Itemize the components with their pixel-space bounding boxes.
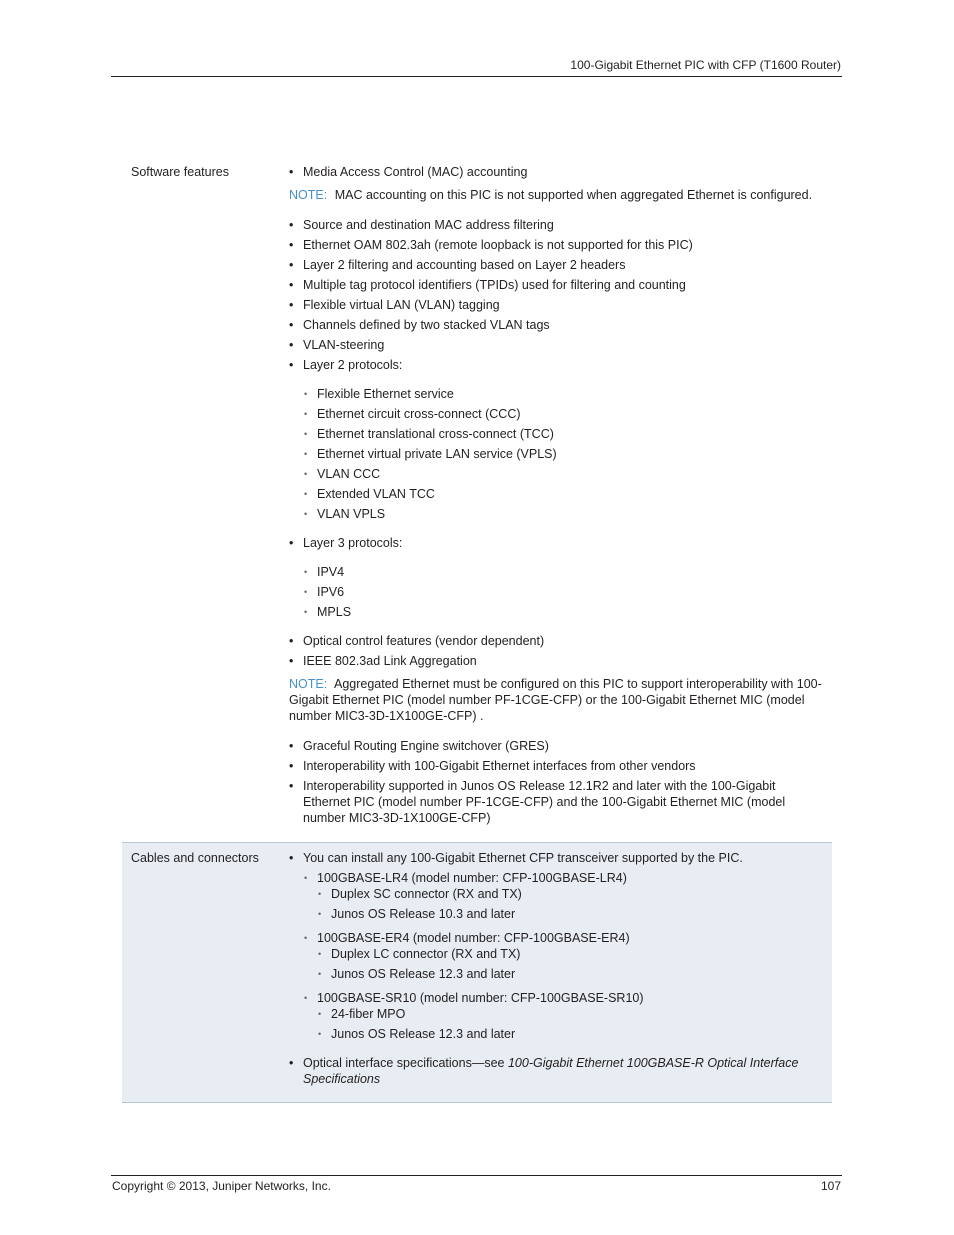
page-number: 107	[820, 1179, 841, 1193]
specs-table	[122, 160, 832, 1103]
optical-spec-link[interactable]: 100-Gigabit Ethernet 100GBASE-R Optical Interface Specifications	[303, 1056, 799, 1086]
sub-list-item: • Ethernet virtual private LAN service (VPLS)	[303, 446, 824, 462]
list-item: • Interoperability supported in Junos OS Release 12.1R2 and later with the 100-Gigabit Ethernet PIC (model number PF-1CGE-CFP) and the 100-Gigabit Ethernet MIC (model number MIC3-3D-1X100GE-CFP)	[289, 778, 824, 826]
software-list-c	[289, 738, 824, 826]
note-label: NOTE:	[289, 677, 328, 691]
software-features-row	[122, 160, 832, 843]
sub-list-item: • Ethernet circuit cross-connect (CCC)	[303, 406, 824, 422]
note-text: MAC accounting on this PIC is not supported when aggregated Ethernet is configured.	[334, 188, 813, 202]
detail-item: • Duplex LC connector (RX and TX)	[317, 946, 824, 962]
list-item-layer3	[289, 535, 824, 620]
transceiver-name: 100GBASE-ER4 (model number: CFP-100GBASE-ER4)	[317, 931, 630, 945]
list-item: • Channels defined by two stacked VLAN tags	[289, 317, 824, 333]
cables-connectors-row	[122, 843, 832, 1103]
software-list-a	[289, 217, 824, 669]
note-label: NOTE:	[289, 188, 328, 202]
sub-list-item: • Extended VLAN TCC	[303, 486, 824, 502]
layer2-heading: Layer 2 protocols:	[303, 358, 403, 372]
list-item: • Media Access Control (MAC) accounting	[289, 164, 824, 180]
transceiver-list	[303, 870, 824, 1042]
sub-list-item: • VLAN VPLS	[303, 506, 824, 522]
list-item: • Optical control features (vendor dependent)	[289, 633, 824, 649]
detail-item: • 24-fiber MPO	[317, 1006, 824, 1022]
sub-list-item: • MPLS	[303, 604, 824, 620]
cables-connectors-label: Cables and connectors	[131, 851, 259, 865]
cables-connectors-content	[280, 843, 832, 1103]
sub-list-item: • IPV6	[303, 584, 824, 600]
list-item-layer2	[289, 357, 824, 522]
note-aggregated-ethernet	[289, 676, 824, 724]
list-item: • Source and destination MAC address filtering	[289, 217, 824, 233]
software-list-first	[289, 164, 824, 180]
transceiver-details	[317, 886, 824, 922]
list-item: • Interoperability with 100-Gigabit Ethernet interfaces from other vendors	[289, 758, 824, 774]
list-item: • Flexible virtual LAN (VLAN) tagging	[289, 297, 824, 313]
transceiver-item	[303, 990, 824, 1042]
software-features-label: Software features	[131, 165, 229, 179]
list-item: • VLAN-steering	[289, 337, 824, 353]
copyright-text: Copyright © 2013, Juniper Networks, Inc.	[112, 1179, 331, 1193]
transceiver-name: 100GBASE-SR10 (model number: CFP-100GBASE-SR10)	[317, 991, 644, 1005]
layer3-protocol-list	[303, 564, 824, 620]
header-rule	[111, 76, 842, 77]
sub-list-item: • Ethernet translational cross-connect (TCC)	[303, 426, 824, 442]
layer2-protocol-list	[303, 386, 824, 522]
list-item: • Layer 2 filtering and accounting based on Layer 2 headers	[289, 257, 824, 273]
note-text: Aggregated Ethernet must be configured on this PIC to support interoperability with 100-Gigabit Ethernet PIC (model number PF-1CGE-CFP) or the 100-Gigabit Ethernet MIC (model number MIC3-3D-1X100GE-CFP) .	[289, 677, 822, 723]
list-item-optical-spec	[289, 1055, 824, 1087]
list-item-transceivers	[289, 850, 824, 1042]
list-item: • Graceful Routing Engine switchover (GRES)	[289, 738, 824, 754]
note-mac-accounting	[289, 187, 824, 203]
sub-list-item: • VLAN CCC	[303, 466, 824, 482]
cables-list	[289, 850, 824, 1087]
list-item: • Multiple tag protocol identifiers (TPIDs) used for filtering and counting	[289, 277, 824, 293]
layer3-heading: Layer 3 protocols:	[303, 536, 403, 550]
running-header: 100-Gigabit Ethernet PIC with CFP (T1600 Router)	[570, 58, 841, 72]
transceiver-details	[317, 946, 824, 982]
detail-item: • Junos OS Release 12.3 and later	[317, 1026, 824, 1042]
transceiver-item	[303, 930, 824, 982]
list-item: • Ethernet OAM 802.3ah (remote loopback is not supported for this PIC)	[289, 237, 824, 253]
sub-list-item: • IPV4	[303, 564, 824, 580]
software-features-content	[280, 160, 832, 843]
detail-item: • Junos OS Release 12.3 and later	[317, 966, 824, 982]
transceiver-intro: You can install any 100-Gigabit Ethernet CFP transceiver supported by the PIC.	[303, 851, 743, 865]
sub-list-item: • Flexible Ethernet service	[303, 386, 824, 402]
transceiver-name: 100GBASE-LR4 (model number: CFP-100GBASE-LR4)	[317, 871, 627, 885]
detail-item: • Duplex SC connector (RX and TX)	[317, 886, 824, 902]
detail-item: • Junos OS Release 10.3 and later	[317, 906, 824, 922]
optical-spec-prefix: Optical interface specifications—see	[303, 1056, 508, 1070]
transceiver-details	[317, 1006, 824, 1042]
list-item: • IEEE 802.3ad Link Aggregation	[289, 653, 824, 669]
footer-rule	[111, 1175, 842, 1176]
transceiver-item	[303, 870, 824, 922]
